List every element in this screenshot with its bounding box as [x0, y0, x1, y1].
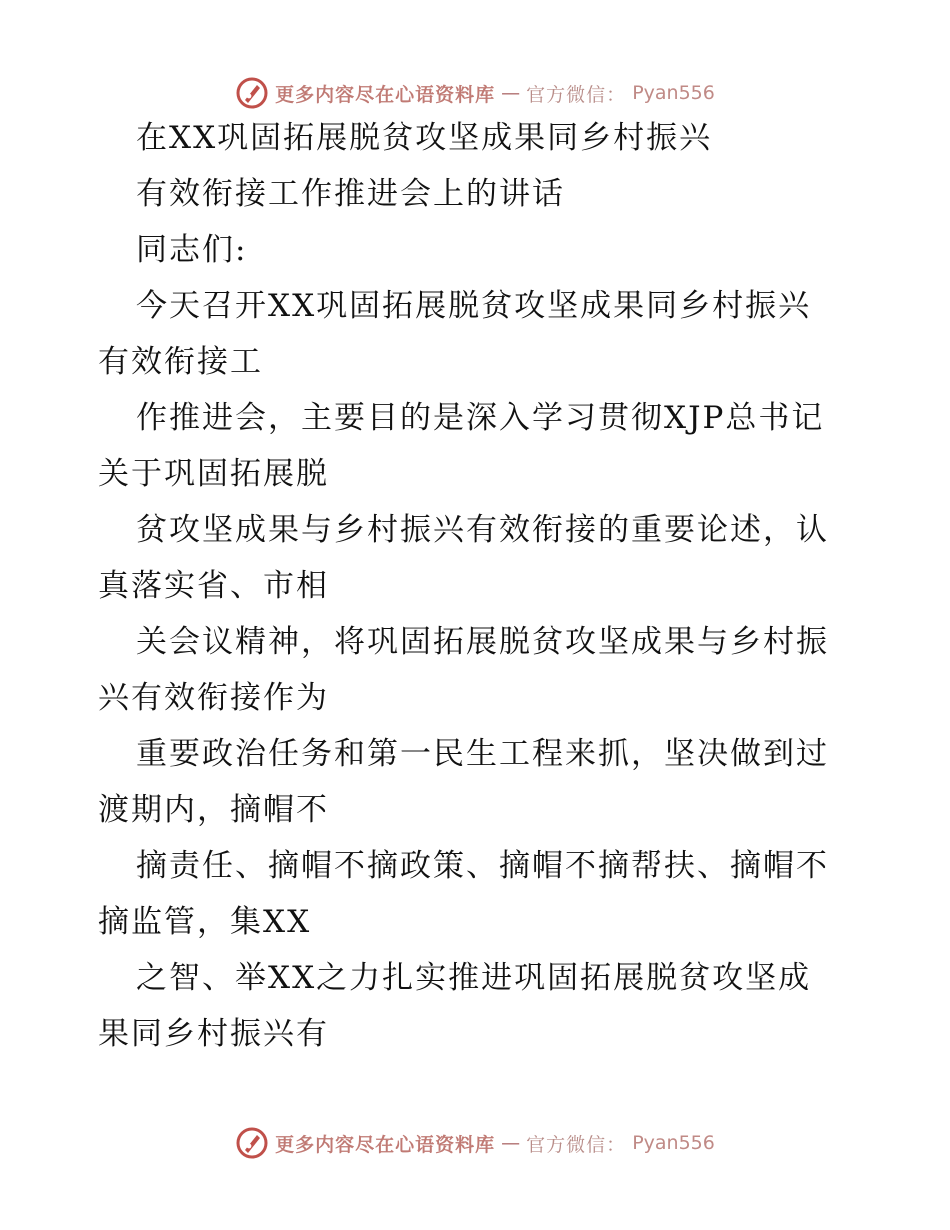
document-body: [98, 120, 858, 1052]
watermark-main-text: 更多内容尽在心语资料库: [275, 83, 496, 106]
paragraph-line: 贫攻坚成果与乡村振兴有效衔接的重要论述，认: [136, 512, 829, 548]
watermark-separator: —: [501, 1132, 521, 1154]
paragraph-line: 渡期内，摘帽不: [98, 792, 329, 828]
paragraph-line: 果同乡村振兴有: [98, 1016, 329, 1052]
paragraph-line: 兴有效衔接作为: [98, 680, 329, 716]
header-watermark: [0, 76, 950, 110]
paragraph-line: 摘监管，集XX: [98, 904, 312, 940]
salutation: 同志们:: [136, 232, 248, 268]
watermark-wechat-label: 官方微信：: [526, 83, 627, 106]
watermark-separator: —: [501, 82, 521, 104]
paragraph-line: 作推进会，主要目的是深入学习贯彻XJP总书记: [136, 400, 825, 436]
watermark-wechat-id: Pyan556: [632, 1132, 715, 1154]
paragraph-line: 有效衔接工: [98, 344, 263, 380]
document-title-line-1: 在XX巩固拓展脱贫攻坚成果同乡村振兴: [136, 120, 713, 156]
paragraph-line: 真落实省、市相: [98, 568, 329, 604]
watermark-wechat-label: 官方微信：: [526, 1133, 627, 1156]
paragraph-line: 关会议精神，将巩固拓展脱贫攻坚成果与乡村振: [136, 624, 829, 660]
pen-circle-logo-icon: [235, 1126, 269, 1160]
paragraph-line: 重要政治任务和第一民生工程来抓，坚决做到过: [136, 736, 829, 772]
paragraph-line: 之智、举XX之力扎实推进巩固拓展脱贫攻坚成: [136, 960, 812, 996]
paragraph-line: 今天召开XX巩固拓展脱贫攻坚成果同乡村振兴: [136, 288, 812, 324]
watermark-main-text: 更多内容尽在心语资料库: [275, 1133, 496, 1156]
document-title-line-2: 有效衔接工作推进会上的讲话: [136, 176, 565, 212]
footer-watermark: [0, 1126, 950, 1160]
paragraph-line: 摘责任、摘帽不摘政策、摘帽不摘帮扶、摘帽不: [136, 848, 829, 884]
paragraph-line: 关于巩固拓展脱: [98, 456, 329, 492]
pen-circle-logo-icon: [235, 76, 269, 110]
watermark-wechat-id: Pyan556: [632, 82, 715, 104]
